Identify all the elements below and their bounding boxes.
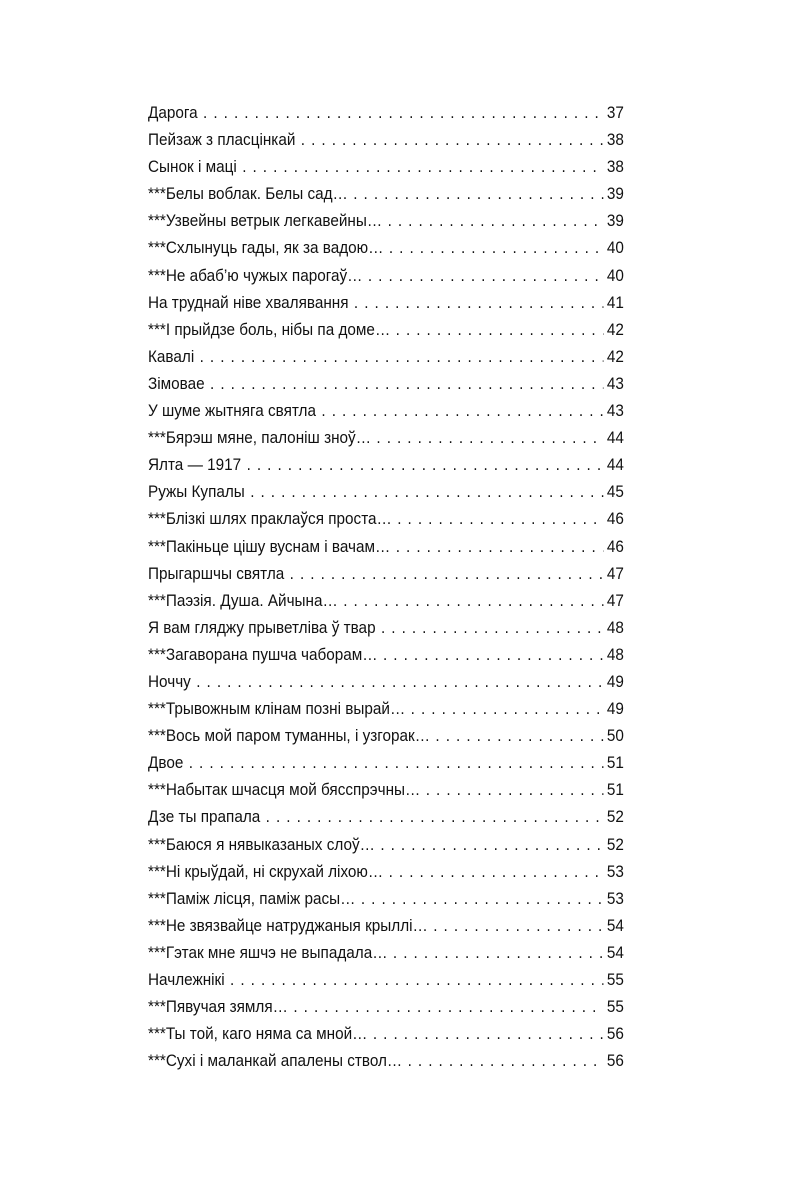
toc-entry-page-number: 39	[606, 184, 624, 204]
dot-leader	[200, 343, 604, 370]
toc-entry-title: Пейзаж з пласцінкай	[148, 130, 296, 150]
dot-leader	[368, 262, 603, 289]
toc-entry	[148, 207, 624, 234]
toc-entry	[148, 343, 624, 370]
toc-entry-title: Сынок і маці	[148, 157, 237, 177]
dot-leader	[247, 451, 604, 478]
toc-entry-title: ***Паміж лісця, паміж расы…	[148, 888, 356, 908]
dot-leader	[380, 831, 603, 858]
toc-entry	[148, 505, 624, 532]
toc-entry	[148, 424, 624, 451]
toc-entry-page-number: 51	[606, 753, 624, 773]
toc-entry-page-number: 55	[606, 997, 624, 1017]
toc-entry	[148, 397, 624, 424]
toc-entry-title: Двое	[148, 753, 184, 773]
toc-entry-page-number: 39	[606, 211, 624, 231]
toc-entry-title: У шуме жытняга святла	[148, 401, 316, 421]
toc-entry-page-number: 37	[606, 103, 624, 122]
toc-entry-page-number: 40	[606, 238, 624, 258]
dot-leader	[397, 505, 603, 532]
toc-entry-page-number: 52	[606, 834, 624, 854]
toc-entry-page-number: 42	[606, 346, 624, 366]
toc-entry-title: На труднай ніве хвалявання	[148, 292, 349, 312]
toc-entry	[148, 912, 624, 939]
toc-entry	[148, 749, 624, 776]
dot-leader	[411, 695, 604, 722]
dot-leader	[383, 641, 603, 668]
toc-entry	[148, 99, 624, 126]
toc-entry-page-number: 56	[606, 1051, 624, 1071]
toc-entry	[148, 533, 624, 560]
toc-entry-page-number: 41	[606, 292, 624, 312]
dot-leader	[354, 289, 603, 316]
toc-entry-page-number: 48	[606, 617, 624, 637]
toc-entry-title: Я вам гляджу прыветліва ў твар	[148, 617, 376, 637]
toc-entry-page-number: 38	[606, 130, 624, 150]
toc-entry-title: ***Загаворана пушча чаборам…	[148, 644, 378, 664]
toc-entry	[148, 1047, 624, 1074]
toc-entry	[148, 858, 624, 885]
dot-leader	[361, 885, 603, 912]
dot-leader	[210, 370, 603, 397]
toc-entry-title: Начлежнікі	[148, 970, 225, 989]
dot-leader	[433, 912, 603, 939]
toc-entry-title: ***Вось мой паром туманны, і узгорак…	[148, 726, 431, 746]
toc-entry	[148, 993, 624, 1020]
toc-entry-page-number: 38	[606, 157, 624, 177]
toc-entry-title: ***Схлынуць гады, як за вадою…	[148, 238, 384, 258]
toc-entry	[148, 451, 624, 478]
toc-entry-page-number: 44	[606, 428, 624, 448]
toc-entry-title: ***Узвейны ветрык легкавейны…	[148, 211, 383, 231]
toc-entry	[148, 316, 624, 343]
toc-entry-title: ***Не звязвайце натруджаныя крыллі…	[148, 915, 428, 935]
dot-leader	[301, 126, 604, 153]
toc-entry-page-number: 43	[606, 373, 624, 393]
toc-entry-title: ***Ты той, каго няма са мной…	[148, 1024, 368, 1044]
toc-entry-page-number: 55	[606, 970, 624, 989]
dot-leader	[381, 614, 603, 641]
dot-leader	[396, 533, 604, 560]
dot-leader	[373, 1020, 603, 1047]
dot-leader	[396, 316, 604, 343]
toc-entry-page-number: 45	[606, 482, 624, 502]
toc-entry-title: Ялта — 1917	[148, 455, 242, 475]
dot-leader	[426, 776, 604, 803]
toc-entry-title: ***Трывожным клінам позні вырай…	[148, 699, 406, 719]
toc-entry-title: Зімовае	[148, 373, 205, 393]
toc-entry-page-number: 53	[606, 861, 624, 881]
toc-entry-page-number: 56	[606, 1024, 624, 1044]
toc-entry-title: ***І прыйдзе боль, нібы па доме…	[148, 319, 391, 339]
toc-entry-page-number: 51	[606, 780, 624, 800]
toc-entry	[148, 776, 624, 803]
toc-entry	[148, 722, 624, 749]
toc-entry-title: Дарога	[148, 103, 198, 122]
toc-entry-title: ***Баюся я нявыказаных слоў…	[148, 834, 375, 854]
toc-entry-page-number: 49	[606, 699, 624, 719]
toc-entry-page-number: 48	[606, 644, 624, 664]
toc-entry-title: Дзе ты прапала	[148, 807, 261, 827]
toc-entry-page-number: 54	[606, 915, 624, 935]
dot-leader	[435, 722, 603, 749]
table-of-contents	[148, 99, 624, 1074]
toc-entry-page-number: 46	[606, 509, 624, 529]
toc-entry	[148, 478, 624, 505]
dot-leader	[203, 99, 603, 126]
toc-entry-title: ***Не абаб’ю чужых парогаў…	[148, 265, 363, 285]
toc-entry	[148, 1020, 624, 1047]
toc-entry	[148, 966, 624, 993]
dot-leader	[388, 207, 604, 234]
toc-entry	[148, 234, 624, 261]
toc-entry	[148, 153, 624, 180]
toc-entry	[148, 262, 624, 289]
dot-leader	[343, 587, 603, 614]
toc-entry-page-number: 40	[606, 265, 624, 285]
dot-leader	[266, 803, 604, 830]
toc-entry	[148, 180, 624, 207]
toc-entry-page-number: 44	[606, 455, 624, 475]
dot-leader	[393, 939, 603, 966]
toc-entry-page-number: 47	[606, 590, 624, 610]
toc-entry-page-number: 46	[606, 536, 624, 556]
toc-entry-page-number: 54	[606, 942, 624, 962]
toc-entry-page-number: 53	[606, 888, 624, 908]
toc-entry-title: ***Белы воблак. Белы сад…	[148, 184, 348, 204]
dot-leader	[293, 993, 603, 1020]
toc-entry-page-number: 52	[606, 807, 624, 827]
toc-entry-title: ***Бярэш мяне, палоніш зноў…	[148, 428, 372, 448]
toc-entry-title: ***Паэзія. Душа. Айчына…	[148, 590, 338, 610]
toc-entry	[148, 614, 624, 641]
toc-entry	[148, 126, 624, 153]
toc-entry	[148, 668, 624, 695]
dot-leader	[389, 234, 603, 261]
toc-entry-title: Прыгаршчы святла	[148, 563, 285, 583]
toc-entry-title: ***Гэтак мне яшчэ не выпадала…	[148, 942, 388, 962]
toc-entry	[148, 587, 624, 614]
toc-entry-title: ***Набытак шчасця мой бясспрэчны…	[148, 780, 421, 800]
toc-entry	[148, 370, 624, 397]
dot-leader	[242, 153, 603, 180]
dot-leader	[250, 478, 603, 505]
toc-entry-page-number: 49	[606, 671, 624, 691]
toc-entry	[148, 289, 624, 316]
dot-leader	[389, 858, 604, 885]
dot-leader	[408, 1047, 604, 1074]
toc-entry	[148, 939, 624, 966]
toc-entry-title: Ноччу	[148, 671, 191, 691]
dot-leader	[376, 424, 603, 451]
dot-leader	[321, 397, 603, 424]
toc-entry-title: ***Пявучая зямля…	[148, 997, 288, 1017]
toc-entry-title: ***Ні крыўдай, ні скрухай ліхою…	[148, 861, 384, 881]
toc-entry-title: ***Пакіньце цішу вуснам і вачам…	[148, 536, 391, 556]
dot-leader	[290, 560, 604, 587]
toc-entry-page-number: 50	[606, 726, 624, 746]
toc-entry-page-number: 43	[606, 401, 624, 421]
toc-entry	[148, 803, 624, 830]
toc-entry	[148, 885, 624, 912]
toc-entry	[148, 560, 624, 587]
toc-entry	[148, 695, 624, 722]
dot-leader	[353, 180, 603, 207]
dot-leader	[230, 966, 603, 993]
toc-entry	[148, 831, 624, 858]
toc-entry-page-number: 42	[606, 319, 624, 339]
toc-entry-title: Кавалі	[148, 346, 195, 366]
toc-entry-page-number: 47	[606, 563, 624, 583]
dot-leader	[196, 668, 603, 695]
toc-entry-title: ***Сухі і маланкай апалены ствол…	[148, 1051, 403, 1071]
dot-leader	[189, 749, 604, 776]
toc-entry-title: Ружы Купалы	[148, 482, 245, 502]
toc-entry-title: ***Блізкі шлях праклаўся проста…	[148, 509, 392, 529]
toc-entry	[148, 641, 624, 668]
